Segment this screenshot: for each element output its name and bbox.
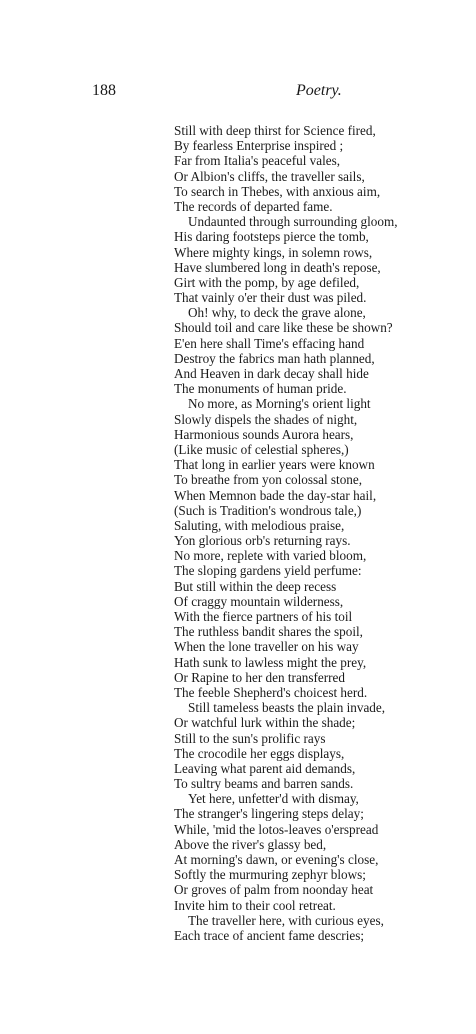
poem-line: Should toil and care like these be shown? [174, 320, 393, 336]
poem-line: (Like music of celestial spheres,) [174, 441, 349, 457]
poem-line: Each trace of ancient fame descries; [174, 927, 365, 943]
poem-line: At morning's dawn, or evening's close, [174, 852, 379, 867]
page-number: 188 [92, 82, 116, 99]
poem-line: Oh! why, to deck the grave alone, [188, 305, 366, 321]
poem-line: While, 'mid the lotos-leaves o'erspread [174, 821, 379, 837]
poem-line: When Memnon bade the day-star hail, [174, 487, 377, 503]
poem-line: Above the river's glassy bed, [174, 836, 327, 852]
poem-line: Harmonious sounds Aurora hears, [174, 426, 354, 442]
poem-line: That vainly o'er their dust was piled. [174, 290, 367, 306]
poem-line: To search in Thebes, with anxious aim, [174, 183, 381, 199]
poem-line: The monuments of human pride. [174, 381, 347, 397]
poem-body [174, 123, 470, 943]
poem-line: The traveller here, with curious eyes, [188, 912, 384, 928]
poem-line: Where mighty kings, in solemn rows, [174, 244, 373, 260]
poem-line: Or groves of palm from noonday heat [174, 882, 374, 898]
running-head: Poetry. [296, 82, 342, 99]
poem-line: No more, replete with varied bloom, [174, 548, 367, 564]
poem-line: The crocodile her eggs displays, [174, 745, 345, 761]
poem-line: That long in earlier years were known [174, 457, 375, 473]
poem-line: The sloping gardens yield perfume: [174, 563, 362, 579]
poem-line: His daring footsteps pierce the tomb, [174, 229, 369, 245]
poem-line: Or Albion's cliffs, the traveller sails, [174, 168, 365, 184]
poem-line: Hath sunk to lawless might the prey, [174, 654, 367, 670]
poem-line: Undaunted through surrounding gloom, [188, 214, 398, 230]
poem-line: The records of departed fame. [174, 198, 333, 214]
poem-line: Leaving what parent aid demands, [174, 760, 356, 776]
poem-line: By fearless Enterprise inspired ; [174, 138, 344, 154]
poem-line: Have slumbered long in death's repose, [174, 259, 381, 275]
poem-line: Still to the sun's prolific rays [174, 730, 326, 746]
poem-line: Far from Italia's peaceful vales, [174, 153, 341, 169]
poem-line: Of craggy mountain wilderness, [174, 593, 344, 609]
poem-line: And Heaven in dark decay shall hide [174, 366, 369, 381]
poem-line: When the lone traveller on his way [174, 639, 359, 655]
poem-line: To sultry beams and barren sands. [174, 776, 354, 792]
poem-line: With the fierce partners of his toil [174, 609, 353, 624]
poem-line: The stranger's lingering steps delay; [174, 806, 364, 822]
poem-line: Destroy the fabrics man hath planned, [174, 350, 375, 366]
poem-line: Yon glorious orb's returning rays. [174, 533, 351, 549]
poem-line: Still with deep thirst for Science fired, [174, 123, 376, 138]
poem-line: To breathe from yon colossal stone, [174, 472, 363, 488]
poem-line: Softly the murmuring zephyr blows; [174, 867, 366, 883]
poem-line: Slowly dispels the shades of night, [174, 411, 358, 427]
poem-line: Girt with the pomp, by age defiled, [174, 274, 360, 290]
poem-line: The feeble Shepherd's choicest herd. [174, 684, 368, 700]
poem-line: E'en here shall Time's effacing hand [174, 335, 365, 351]
poem-line: (Such is Tradition's wondrous tale,) [174, 502, 362, 518]
poem-line: Yet here, unfetter'd with dismay, [188, 791, 359, 807]
poem-line: The ruthless bandit shares the spoil, [174, 624, 363, 640]
poem-line: But still within the deep recess [174, 578, 337, 594]
poem-line: Or Rapine to her den transferred [174, 669, 345, 685]
poem-line: No more, as Morning's orient light [188, 396, 371, 412]
poem-line: Saluting, with melodious praise, [174, 517, 345, 533]
poem-line: Still tameless beasts the plain invade, [188, 700, 386, 716]
poem-line: Or watchful lurk within the shade; [174, 715, 356, 731]
poem-line: Invite him to their cool retreat. [174, 897, 336, 913]
